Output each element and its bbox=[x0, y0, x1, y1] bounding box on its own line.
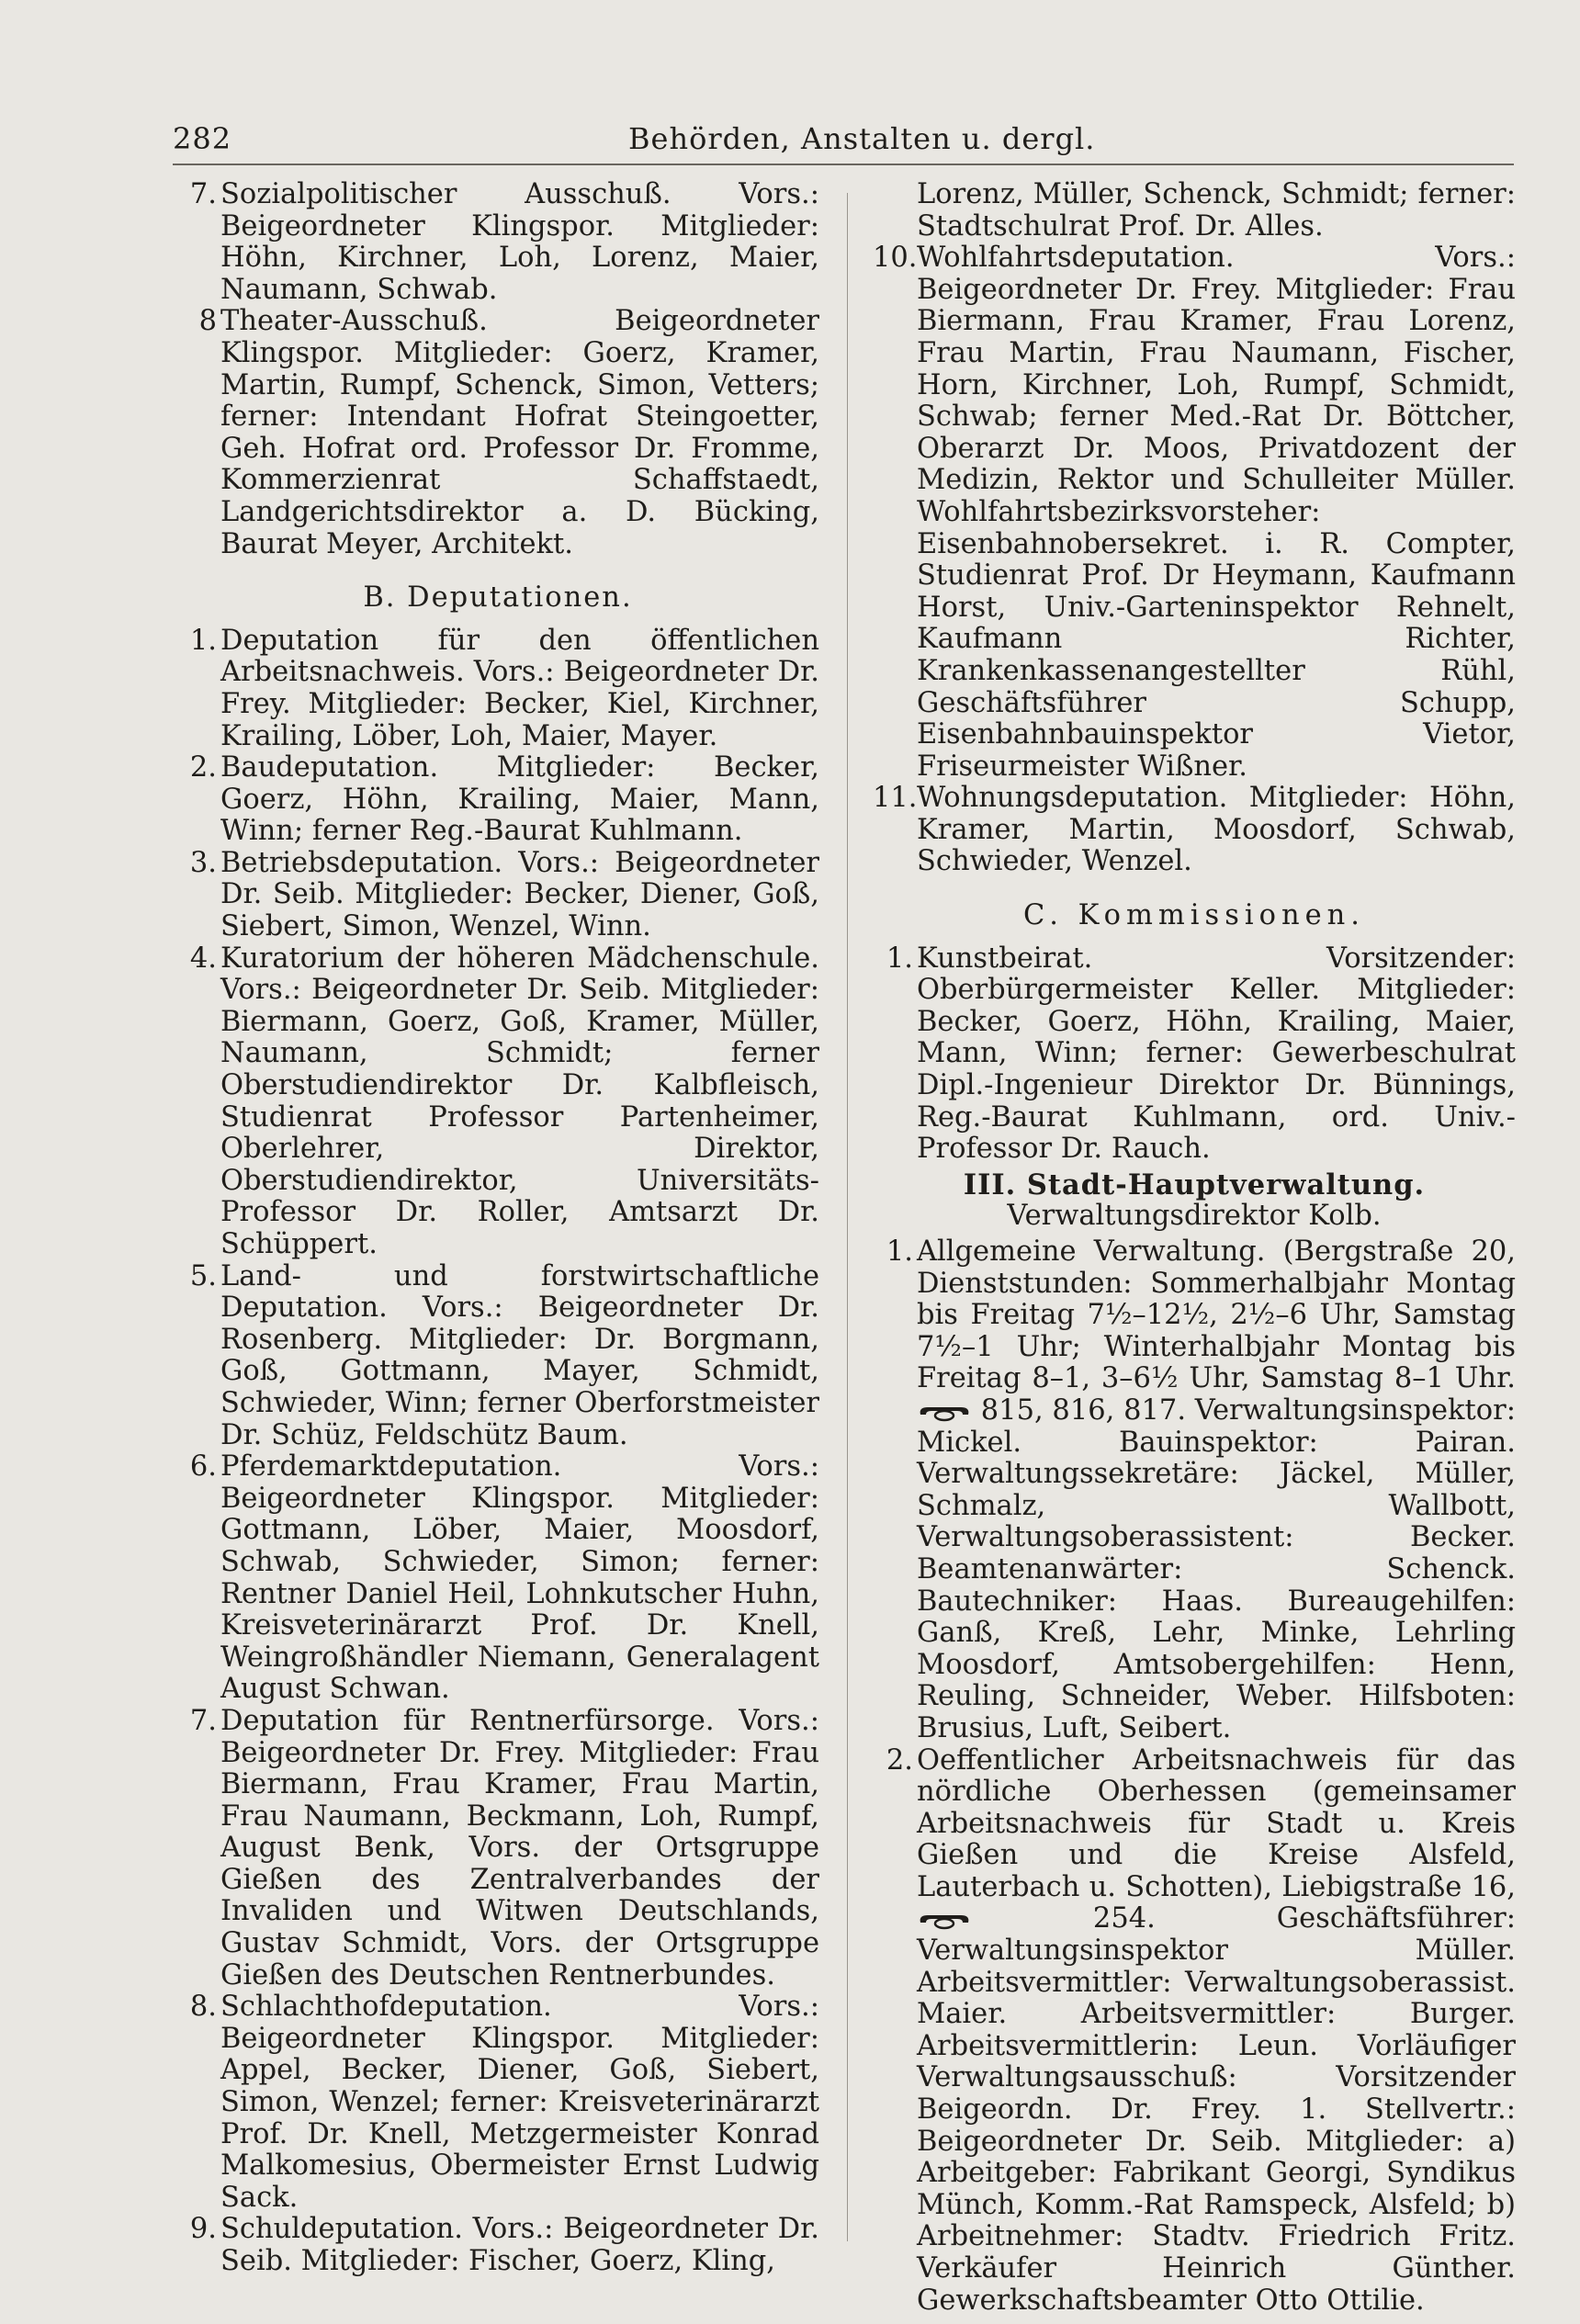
list-item bbox=[873, 943, 1516, 1166]
item-text: Lorenz, Müller, Schenck, Schmidt; ferner: Stadtschulrat Prof. Dr. Alles. bbox=[917, 178, 1516, 243]
page-number: 282 bbox=[173, 121, 232, 156]
item-number: 7. bbox=[189, 178, 217, 210]
item-text: Wohnungsdeputation. Mitglieder: Höhn, Kramer, Martin, Moosdorf, Schwab, Schwieder, Wenzel. bbox=[917, 782, 1516, 878]
running-title: Behörden, Anstalten u. dergl. bbox=[628, 121, 1096, 156]
item-number: 11. bbox=[873, 782, 918, 815]
item-text: Land- und forstwirtschaftliche Deputation. Vors.: Beigeordneter Dr. Rosenberg. Mitglieder: Dr. Borgmann, Goß, Gottmann, Mayer, Schmidt, Schwieder, Winn; ferner Oberforstmeister Dr. Schüz, Feldschütz Baum. bbox=[220, 1259, 819, 1451]
telephone-icon bbox=[917, 1910, 972, 1930]
item-text: Schuldeputation. Vors.: Beigeordneter Dr. Seib. Mitglieder: Fischer, Goerz, Kling, bbox=[220, 2213, 819, 2277]
item-number: 7. bbox=[189, 1704, 217, 1737]
telephone-icon bbox=[917, 1402, 972, 1422]
right-column bbox=[873, 179, 1516, 2317]
section-subheading: Verwaltungsdirektor Kolb. bbox=[1007, 1200, 1382, 1233]
item-text: 815, 816, 817. Verwaltungsinspektor: Mickel. Bauinspektor: Pairan. Verwaltungssekretäre: Jäckel, Müller, Schmalz, Wallbott, Verwaltungsoberassistent: Becker. Beamtenanwärter: Schenck. Bautechniker: Haas. Bureaugehilfen: Ganß, Kreß, Lehr, Minke, Lehrling Moosdorf, Amtsobergehilfen: Henn, Reuling, Schneider, Weber. Hilfsboten: Brusius, Luft, Seibert. bbox=[917, 1393, 1516, 1744]
list-item bbox=[176, 1706, 819, 1991]
list-item bbox=[176, 2214, 819, 2277]
item-text: Allgemeine Verwaltung. (Bergstraße 20, Dienststunden: Sommerhalbjahr Montag bis Freitag 7½–12½, 2½–6 Uhr, Samstag 7½–1 Uhr; Winterhalbjahr Montag bis Freitag 8–1, 3–6½ Uhr, Samstag 8–1 Uhr. bbox=[917, 1235, 1516, 1395]
list-item bbox=[873, 1745, 1516, 2318]
item-text: Deputation für den öffentlichen Arbeitsnachweis. Vors.: Beigeordneter Dr. Frey. Mitglieder: Becker, Kiel, Kirchner, Krailing, Löber, Loh, Maier, Mayer. bbox=[220, 624, 819, 752]
item-number: 4. bbox=[189, 942, 217, 975]
list-item bbox=[176, 626, 819, 752]
section-heading-b: B. Deputationen. bbox=[363, 581, 633, 615]
item-number: 9. bbox=[189, 2213, 217, 2246]
item-text: Schlachthofdeputation. Vors.: Beigeordneter Klingspor. Mitglieder: Appel, Becker, Diener, Goß, Siebert, Simon, Wenzel; ferner: Kreisveterinärarzt Prof. Dr. Knell, Metzgermeister Konrad Malkomesius, Obermeister Ernst Ludwig Sack. bbox=[220, 1991, 819, 2214]
item-text: Kunstbeirat. Vorsitzender: Oberbürgermeister Keller. Mitglieder: Becker, Goerz, Höhn, Krailing, Maier, Mann, Winn; ferner: Gewerbeschulrat Dipl.-Ingenieur Direktor Dr. Bünnings, Reg.-Baurat Kuhlmann, ord. Univ.-Professor Dr. Rauch. bbox=[917, 942, 1516, 1166]
header-rule bbox=[173, 164, 1514, 165]
item-number: 10. bbox=[873, 242, 918, 275]
list-item bbox=[176, 1991, 819, 2214]
list-item bbox=[176, 179, 819, 306]
item-number: 2. bbox=[886, 1743, 913, 1777]
section-heading-c: C. Kommissionen. bbox=[1022, 899, 1366, 932]
item-number: 1. bbox=[886, 942, 913, 975]
item-number: 2. bbox=[189, 751, 217, 784]
list-item bbox=[873, 1236, 1516, 1745]
left-column bbox=[176, 179, 819, 2278]
item-number: 6. bbox=[189, 1450, 217, 1484]
item-text: Sozialpolitischer Ausschuß. Vors.: Beigeordneter Klingspor. Mitglieder: Höhn, Kirchner, Loh, Lorenz, Maier, Naumann, Schwab. bbox=[220, 178, 819, 306]
list-item bbox=[873, 243, 1516, 783]
item-text: Wohlfahrtsdeputation. Vors.: Beigeordneter Dr. Frey. Mitglieder: Frau Biermann, Frau Kramer, Frau Lorenz, Frau Martin, Frau Naumann, Fischer, Horn, Kirchner, Loh, Rumpf, Schmidt, Schwab; ferner Med.-Rat Dr. Böttcher, Oberarzt Dr. Moos, Privatdozent der Medizin, Rektor und Schulleiter Müller. Wohlfahrtsbezirksvorsteher: Eisenbahnobersekret. i. R. Compter, Studienrat Prof. Dr Heymann, Kaufmann Horst, Univ.-Garteninspektor Rehnelt, Kaufmann Richter, Krankenkassenangestellter Rühl, Geschäftsführer Schupp, Eisenbahnbauinspektor Vietor, Friseurmeister Wißner. bbox=[917, 242, 1516, 783]
list-item bbox=[176, 306, 819, 560]
item-text: Theater-Ausschuß. Beigeordneter Klingspor. Mitglieder: Goerz, Kramer, Martin, Rumpf, Schenck, Simon, Vetters; ferner: Intendant Hofrat Steingoetter, Geh. Hofrat ord. Professor Dr. Fromme, Kommerzienrat Schaffstaedt, Landgerichtsdirektor a. D. Bücking, Baurat Meyer, Architekt. bbox=[220, 305, 819, 560]
item-text: Deputation für Rentnerfürsorge. Vors.: Beigeordneter Dr. Frey. Mitglieder: Frau Biermann, Frau Kramer, Frau Martin, Frau Naumann, Beckmann, Loh, Rumpf, August Benk, Vors. der Ortsgruppe Gießen des Zentralverbandes der Invaliden und Witwen Deutschlands, Gustav Schmidt, Vors. der Ortsgruppe Gießen des Deutschen Rentnerbundes. bbox=[220, 1704, 819, 1991]
item-number: 8 bbox=[198, 305, 217, 338]
list-item bbox=[176, 1261, 819, 1452]
item-text: Oeffentlicher Arbeitsnachweis für das nördliche Oberhessen (gemeinsamer Arbeitsnachweis für Stadt u. Kreis Gießen und die Kreise Alsfeld, Lauterbach u. Schotten), Liebigstraße 16, bbox=[917, 1743, 1516, 1903]
list-item bbox=[176, 752, 819, 848]
section-heading-iii: III. Stadt-Hauptverwaltung. bbox=[963, 1168, 1426, 1201]
item-number: 1. bbox=[886, 1235, 913, 1268]
item-number: 1. bbox=[189, 624, 217, 657]
column-divider bbox=[847, 193, 848, 2241]
list-item bbox=[873, 783, 1516, 878]
item-number: 5. bbox=[189, 1259, 217, 1292]
list-item bbox=[176, 1451, 819, 1706]
list-item bbox=[176, 848, 819, 943]
list-item-continuation bbox=[873, 179, 1516, 243]
item-text: Kuratorium der höheren Mädchenschule. Vors.: Beigeordneter Dr. Seib. Mitglieder: Biermann, Goerz, Goß, Kramer, Müller, Naumann, Schmidt; ferner Oberstudiendirektor Dr. Kalbfleisch, Studienrat Professor Partenheimer, Oberlehrer, Direktor, Oberstudiendirektor, Universitäts-Professor Dr. Roller, Amtsarzt Dr. Schüppert. bbox=[220, 942, 819, 1260]
list-item bbox=[176, 943, 819, 1261]
item-text: Pferdemarktdeputation. Vors.: Beigeordneter Klingspor. Mitglieder: Gottmann, Löber, Maier, Moosdorf, Schwab, Schwieder, Simon; ferner: Rentner Daniel Heil, Lohnkutscher Huhn, Kreisveterinärarzt Prof. Dr. Knell, Weingroßhändler Niemann, Generalagent August Schwan. bbox=[220, 1450, 819, 1706]
item-number: 8. bbox=[189, 1991, 217, 2024]
item-number: 3. bbox=[189, 846, 217, 879]
item-text: Betriebsdeputation. Vors.: Beigeordneter Dr. Seib. Mitglieder: Becker, Diener, Goß, Siebert, Simon, Wenzel, Winn. bbox=[220, 846, 819, 943]
item-text: 254. Geschäftsführer: Verwaltungsinspektor Müller. Arbeitsvermittler: Verwaltungsoberassist. Maier. Arbeitsvermittler: Burger. Arbeitsvermittlerin: Leun. Vorläufiger Verwaltungsausschuß: Vorsitzender Beigeordn. Dr. Frey. 1. Stellvertr.: Beigeordneter Dr. Seib. Mitglieder: a) Arbeitgeber: Fabrikant Georgi, Syndikus Münch, Komm.-Rat Ramspeck, Alsfeld; b) Arbeitnehmer: Stadtv. Friedrich Fritz. Verkäufer Heinrich Günther. Gewerkschaftsbeamter Otto Ottilie. bbox=[917, 1902, 1516, 2317]
item-text: Baudeputation. Mitglieder: Becker, Goerz, Höhn, Krailing, Maier, Mann, Winn; ferner Reg.-Baurat Kuhlmann. bbox=[220, 751, 819, 848]
